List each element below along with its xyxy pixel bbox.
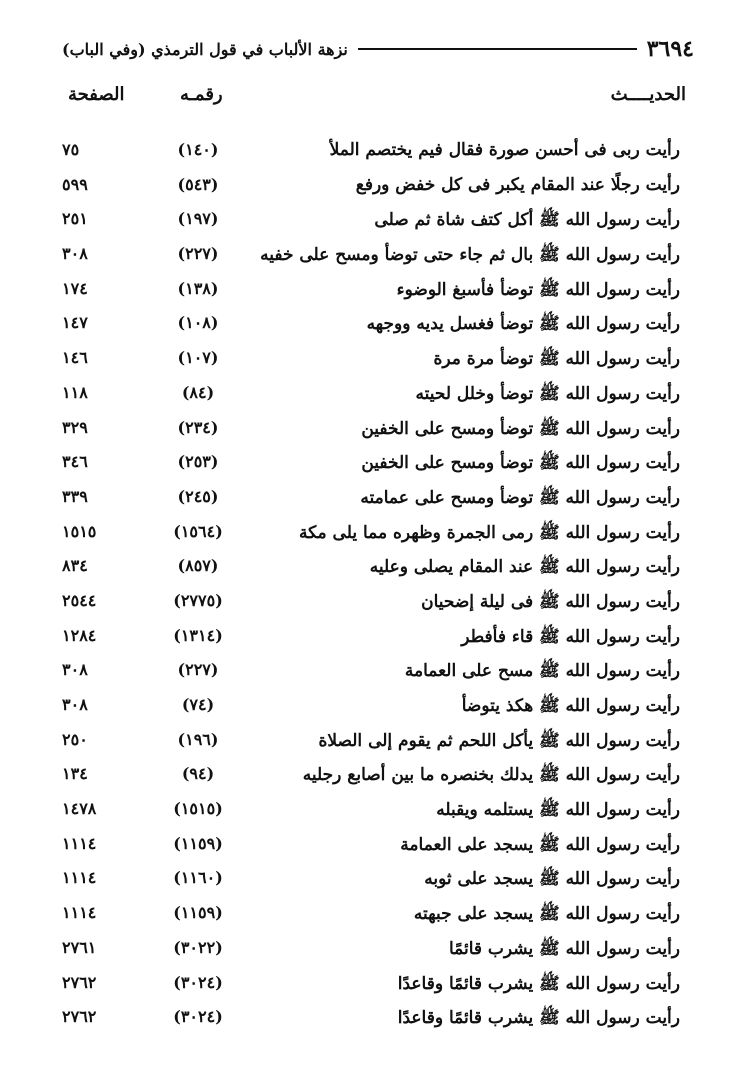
index-row bbox=[62, 346, 680, 381]
index-row bbox=[62, 762, 680, 797]
page-reference: ٧٥ bbox=[62, 140, 80, 159]
page-reference: ٢٥٠ bbox=[62, 729, 88, 749]
index-row bbox=[62, 416, 680, 451]
page-reference: ٣٤٦ bbox=[62, 452, 88, 472]
page-reference: ١٥١٥ bbox=[62, 521, 97, 541]
column-headers bbox=[62, 84, 686, 112]
page-reference: ٣٣٩ bbox=[62, 486, 88, 506]
page-reference: ٢٧٦١ bbox=[62, 937, 97, 957]
column-header-number: رقمـه bbox=[180, 84, 223, 105]
page-reference: ١٢٨٤ bbox=[62, 625, 97, 645]
index-row bbox=[62, 242, 680, 277]
hadith-number: (١١٥٩) bbox=[173, 833, 223, 853]
hadith-text: رأيت رسول الله ﷺ عند المقام يصلى وعليه bbox=[369, 557, 680, 578]
hadith-text: رأيت رسول الله ﷺ يشرب قائمًا وقاعدًا bbox=[397, 1008, 680, 1029]
hadith-number: (٢٣٤) bbox=[177, 417, 219, 437]
hadith-number: (٨٤) bbox=[181, 382, 215, 402]
index-table bbox=[62, 138, 680, 1040]
running-header bbox=[62, 34, 694, 64]
column-header-hadith: الحديــــث bbox=[610, 84, 686, 105]
hadith-number: (٢٧٧٥) bbox=[173, 590, 223, 610]
hadith-text: رأيت رسول الله ﷺ توضأ فغسل يديه ووجهه bbox=[366, 314, 680, 335]
hadith-text: رأيت رسول الله ﷺ يسجد على ثوبه bbox=[424, 869, 680, 890]
page-reference: ١١٨ bbox=[62, 382, 88, 402]
index-row bbox=[62, 173, 680, 208]
page-reference: ١٣٤ bbox=[62, 764, 88, 784]
index-row bbox=[62, 485, 680, 520]
hadith-number: (٨٥٧) bbox=[177, 556, 219, 576]
index-row bbox=[62, 277, 680, 312]
column-header-page: الصفحة bbox=[68, 84, 125, 105]
hadith-number: (٢٤٥) bbox=[177, 486, 219, 506]
hadith-text: رأيت رسول الله ﷺ بال ثم جاء حتى توضأ ومسح على خفيه bbox=[260, 245, 680, 266]
hadith-text: رأيت رسول الله ﷺ يأكل اللحم ثم يقوم إلى الصلاة bbox=[318, 730, 680, 751]
index-row bbox=[62, 728, 680, 763]
index-row bbox=[62, 520, 680, 555]
page-reference: ١١١٤ bbox=[62, 903, 97, 923]
index-row bbox=[62, 936, 680, 971]
hadith-number: (١٤٠) bbox=[177, 140, 219, 159]
hadith-number: (١١٥٩) bbox=[173, 903, 223, 923]
hadith-number: (٣٠٢٢) bbox=[173, 937, 223, 957]
index-row bbox=[62, 901, 680, 936]
page-reference: ١٤٧٨ bbox=[62, 799, 97, 819]
page-reference: ٢٥٤٤ bbox=[62, 590, 97, 610]
hadith-text: رأيت رسول الله ﷺ هكذ يتوضأ bbox=[461, 696, 680, 716]
page-reference: ١١١٤ bbox=[62, 833, 97, 853]
hadith-text: رأيت رسول الله ﷺ قاء فأفطر bbox=[461, 626, 680, 647]
page-reference: ٢٥١ bbox=[62, 209, 88, 229]
hadith-number: (١٣١٤) bbox=[173, 625, 223, 645]
page-reference: ٣٠٨ bbox=[62, 660, 88, 680]
page-reference: ٣٠٨ bbox=[62, 695, 88, 714]
hadith-text: رأيت رسول الله ﷺ فى ليلة إضحيان bbox=[421, 591, 680, 612]
index-row bbox=[62, 207, 680, 242]
page-reference: ١٧٤ bbox=[62, 278, 88, 298]
index-row bbox=[62, 138, 680, 173]
index-row bbox=[62, 589, 680, 624]
hadith-number: (١٩٧) bbox=[177, 209, 219, 229]
page-reference: ٢٧٦٢ bbox=[62, 972, 97, 992]
hadith-number: (١٠٨) bbox=[177, 313, 219, 333]
hadith-text: رأيت رسول الله ﷺ مسح على العمامة bbox=[404, 661, 680, 682]
hadith-number: (١٩٦) bbox=[177, 729, 219, 749]
hadith-text: رأيت رسول الله ﷺ رمى الجمرة وظهره مما يلى مكة bbox=[299, 522, 680, 543]
page-reference: ٣٠٨ bbox=[62, 244, 88, 264]
page-reference: ١١١٤ bbox=[62, 868, 97, 888]
page-reference: ٣٢٩ bbox=[62, 417, 88, 437]
hadith-number: (١٥٦٤) bbox=[173, 521, 223, 541]
hadith-text: رأيت رسول الله ﷺ يستلمه ويقبله bbox=[436, 800, 680, 821]
hadith-text: رأيت رسول الله ﷺ توضأ وخلل لحيته bbox=[415, 383, 680, 404]
index-row bbox=[62, 971, 680, 1006]
hadith-text: رأيت رسول الله ﷺ توضأ ومسح على الخفين bbox=[361, 453, 680, 474]
index-row bbox=[62, 311, 680, 346]
hadith-number: (١٠٧) bbox=[177, 348, 219, 368]
book-title: نزهة الألباب في قول الترمذي (وفي الباب) bbox=[62, 39, 348, 59]
page-reference: ٨٣٤ bbox=[62, 556, 88, 576]
hadith-text: رأيت رجلًا عند المقام يكبر فى كل خفض ورفع bbox=[355, 174, 680, 195]
hadith-number: (١٣٨) bbox=[177, 278, 219, 298]
index-row bbox=[62, 381, 680, 416]
hadith-number: (٢٥٣) bbox=[177, 452, 219, 472]
hadith-text: رأيت رسول الله ﷺ يدلك بخنصره ما بين أصابع رجليه bbox=[302, 765, 680, 786]
page-reference: ١٤٦ bbox=[62, 348, 88, 368]
hadith-number: (١٥١٥) bbox=[173, 799, 223, 819]
hadith-text: رأيت رسول الله ﷺ أكل كتف شاة ثم صلى bbox=[374, 210, 680, 231]
index-row bbox=[62, 693, 680, 728]
hadith-number: (٣٠٢٤) bbox=[173, 1007, 223, 1027]
index-row bbox=[62, 866, 680, 901]
hadith-text: رأيت رسول الله ﷺ يشرب قائمًا وقاعدًا bbox=[397, 973, 680, 994]
hadith-text: رأيت ربى فى أحسن صورة فقال فيم يختصم الملأ bbox=[329, 140, 680, 160]
index-row bbox=[62, 832, 680, 867]
header-rule bbox=[358, 48, 637, 50]
index-row bbox=[62, 554, 680, 589]
hadith-text: رأيت رسول الله ﷺ توضأ ومسح على الخفين bbox=[361, 418, 680, 439]
page-reference: ١٤٧ bbox=[62, 313, 88, 333]
index-row bbox=[62, 1005, 680, 1040]
page-number: ٣٦٩٤ bbox=[646, 36, 694, 62]
hadith-number: (١١٦٠) bbox=[173, 868, 223, 888]
hadith-number: (٢٢٧) bbox=[177, 244, 219, 264]
index-row bbox=[62, 624, 680, 659]
hadith-number: (٥٤٣) bbox=[177, 174, 219, 194]
hadith-text: رأيت رسول الله ﷺ يسجد على جبهته bbox=[413, 904, 680, 925]
hadith-number: (٢٢٧) bbox=[177, 660, 219, 680]
hadith-text: رأيت رسول الله ﷺ توضأ مرة مرة bbox=[433, 349, 680, 370]
index-row bbox=[62, 450, 680, 485]
hadith-text: رأيت رسول الله ﷺ يشرب قائمًا bbox=[448, 938, 680, 959]
hadith-number: (٩٤) bbox=[181, 764, 215, 784]
index-row bbox=[62, 797, 680, 832]
hadith-text: رأيت رسول الله ﷺ توضأ فأسبغ الوضوء bbox=[396, 279, 680, 300]
hadith-number: (٧٤) bbox=[181, 695, 215, 714]
index-row bbox=[62, 658, 680, 693]
hadith-text: رأيت رسول الله ﷺ يسجد على العمامة bbox=[400, 834, 680, 855]
page-reference: ٥٩٩ bbox=[62, 174, 88, 194]
page-reference: ٢٧٦٢ bbox=[62, 1007, 97, 1027]
hadith-number: (٣٠٢٤) bbox=[173, 972, 223, 992]
hadith-text: رأيت رسول الله ﷺ توضأ ومسح على عمامته bbox=[360, 487, 680, 508]
